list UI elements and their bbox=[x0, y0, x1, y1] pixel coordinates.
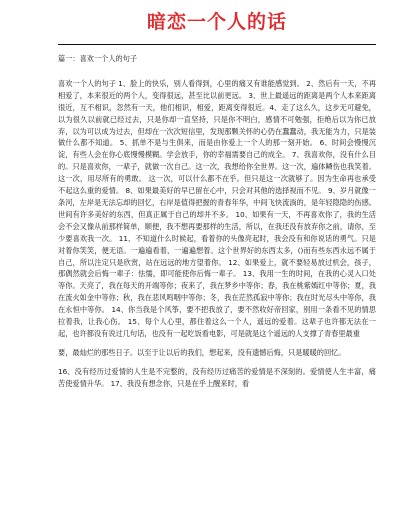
paragraph-3: 16、没有经历过爱情的人生是不完整的，没有经历过痛苦的爱情是不深刻的。爱情使人生丰富，痛苦使爱情升华。 17、我没有想念你，只是在乎上醒来时，看 bbox=[58, 366, 376, 388]
section-heading: 篇一：喜欢一个人的句子 bbox=[58, 54, 138, 63]
title-divider bbox=[58, 44, 376, 45]
paragraph-2: 要，最灿烂的那些日子。以至于让以后的我们，想起来，没有遗憾后悔，只是暖暖的回忆。 bbox=[58, 347, 346, 357]
document-title: 暗恋一个人的话 bbox=[146, 11, 287, 33]
paragraph-1: 喜欢一个人的句子 1、脸上的快乐，别人看得到，心里的痛又有谁能感觉到。 2、然后有一天，不再相爱了，本来很近的两个人，变得很远，甚至比以前更远。 3、世上最遥远的距离是两个人本来距离很近，互不相识，忽然有一天，他们相识，相爱，距离变得很近。4、走了这么久，这步无可避免，以为很久以前就已经过去，只是你却一直坚持，只是你不明白，感情不可勉强，拒绝后以为你已放弃，以为可以成为过去，但却在一次次短信里，发现那颗关怀的心仍在蠢蠢动，我无能为力，只是装做什么都不知道。 5、抓单不是与生俱来，而是由你爱上一个人的那一刻开始。 6、时间会慢慢沉淀，有些人会在你心底慢慢模糊。学会放手，你的幸福需要自己的成全。 7、我喜欢你，没有什么目的。只是喜欢你，一辈子，就做一次自己。这一次，我想给你全世界。这一次，遍体鳞伤也我笑着。这一次，用尽所有的勇敢。 这一次，可以什么都不在乎。但只是这一次就够了。因为生命再也承受不起这么重的爱情。 8、如果最美好的早已留在心中，只会对其他的选择视而不见。 9、岁月就像一条河，左岸是无法忘却的回忆，右岸是值得把握的青春年华，中间飞快流淌的，是年轻隐隐的伤感。世间有许多美好的东西，但真正属于自己的却并不多。 10、如果有一天，不再喜欢你了，我的生活会不会又像从前那样简单，顺便，我不想再要那样的生活，所以，在我还没有放弃你之前，请你，至少要喜欢我一次。 11、不知道什么时候起，看着你的头像亮起时，我会没有和你说话的勇气。只是对着你笑笑，便无语。一遍遍看着，一遍遍想着。这个世界好的东西太多，()而有些东西永远不属于自己，所以注定只是欣赏，站在远远的地方望着你。 12、如果爱上，就不要轻易放过机会，孩子，那偶然就会后悔一辈子：怯懦，即可能使你后悔一辈子。 13、我用一生的时间，在我的心灵入口处等你。天亮了，我在每天的开端等你；夜来了，我在梦乡中等你；春，我在桃紫嫣红中等你；夏，我在流火如金中等你；秋，我在悲风鸣咽中等你；冬，我在茫然孤寂中等你；我在时光尽头中等你，我在永恒中等你。 14、你当我是个风筝，要不把我放了，要不然收好帝回家，别用一条看不见的情思拉着我，让我心伤。 15、每个人心里，都住着这么一个人，遥远的爱着。这辈子也许都无法在一起，也许都没有说过几句话，也没有一起吃饭看电影，可是就是这个遥远的人支撑了青春里最重 bbox=[58, 78, 376, 338]
